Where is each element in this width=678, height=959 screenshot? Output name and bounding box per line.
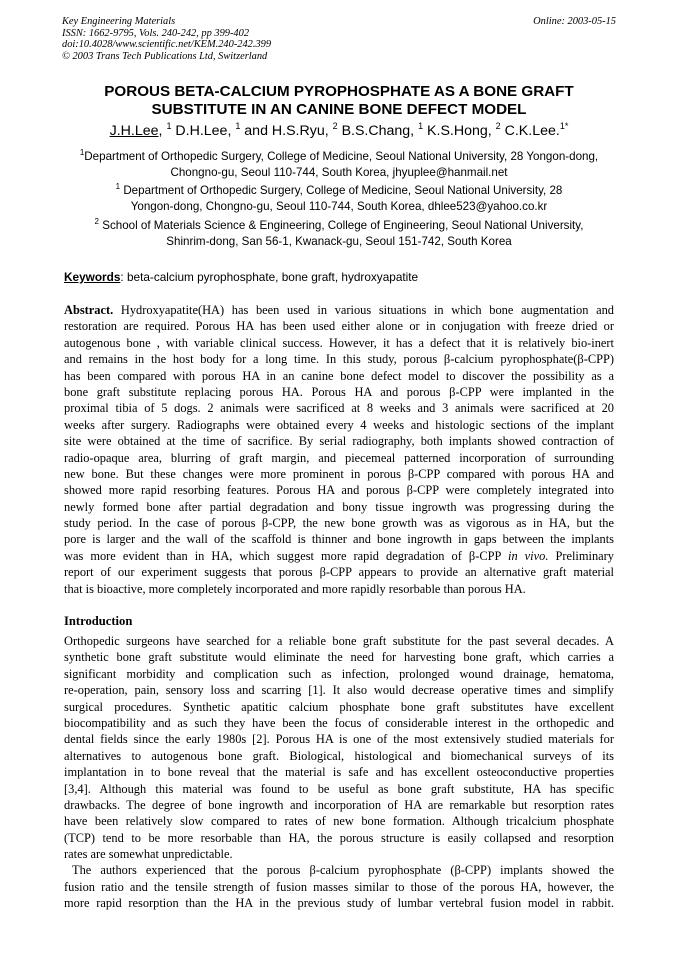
journal-name: Key Engineering Materials xyxy=(62,16,176,27)
author-5-sup: 2 xyxy=(495,121,501,131)
affiliation-line: Yongon-dong, Chongno-gu, Seoul 110-744, South Korea, dhlee523@yahoo.co.kr xyxy=(130,200,548,213)
abstract-line: showed more rapid resorbing features. Porous HA and porous β-CPP were completely integrated into xyxy=(64,483,614,498)
abstract-lead: Abstract. xyxy=(64,303,114,317)
affiliation-line xyxy=(50,183,628,199)
intro-line: have been relatively slow compared to rates of new bone formation. Although tricalcium phosphate xyxy=(64,814,614,829)
affiliation-text: Department of Orthopedic Surgery, College of Medicine, Seoul National University, 28 xyxy=(123,184,563,197)
abstract-line: that is bioactive, more completely incorporated and more rapidly resorbable than porous HA. xyxy=(64,581,526,596)
author-4: B.S.Chang, xyxy=(337,123,419,139)
abstract-line xyxy=(64,548,614,564)
issn-line: ISSN: 1662-9795, Vols. 240-242, pp 399-402 xyxy=(62,27,250,39)
abstract-line: pore is larger and the wall of the scaffold is thinner and bone ingrowth in gaps between the implants xyxy=(64,532,614,547)
abstract-line: newly formed bone after partial degradation and bony tissue ingrowth was progressing during the xyxy=(64,499,614,514)
abstract-line: proximal tibia of 5 dogs. 2 animals were sacrificed at 8 weeks and 3 animals were sacrificed at 20 xyxy=(64,401,614,416)
intro-line: fusion ratio and the tensile strength of fusion masses similar to those of the porous HA, however, the xyxy=(64,879,614,894)
affiliation-text: School of Materials Science & Engineering, College of Engineering, Seoul National University, xyxy=(102,219,584,232)
author-gap: , xyxy=(158,123,167,139)
author-2: D.H.Lee, xyxy=(171,123,236,139)
intro-line: more rapid resorption than the HA in the previous study of lumbar vertebral fusion model in rabbit. xyxy=(64,896,614,911)
affiliation-line: Shinrim-dong, San 56-1, Kwanack-gu, Seoul 151-742, South Korea xyxy=(166,235,512,248)
abstract-line: new bone. But these changes were more prominent in porous β-CPP compared with porous HA and xyxy=(64,466,614,481)
abstract-line: has been compared with porous HA in an canine bone defect model to discover the possibility as a xyxy=(64,368,614,383)
author-1: J.H.Lee xyxy=(109,123,159,139)
introduction-body xyxy=(64,633,614,912)
intro-line: re-operation, pain, sensory loss and scarring [1]. It also would decrease operative times and simplify xyxy=(64,683,614,698)
keywords-text: beta-calcium pyrophosphate, bone graft, hydroxyapatite xyxy=(123,270,419,284)
intro-line: The authors experienced that the porous β-calcium pyrophosphate (β-CPP) implants showed the xyxy=(72,863,614,878)
intro-line: rates are somewhat unpredictable. xyxy=(64,847,233,862)
affiliation-line xyxy=(50,218,628,234)
author-2-sup: 1 xyxy=(235,121,241,131)
abstract-line: restoration are required. Porous HA has been used either alone or in conjugation with freeze dried or xyxy=(64,319,614,334)
copyright-line: © 2003 Trans Tech Publications Ltd, Switzerland xyxy=(62,50,268,62)
affiliation-sup: 1 xyxy=(115,182,121,191)
author-1-sup: 1 xyxy=(166,121,172,131)
author-6: C.K.Lee. xyxy=(500,123,560,139)
abstract-line: radio-opaque area, blurring of graft margin, and piecemeal patterned incorporation of surrounding xyxy=(64,450,614,465)
title-line-1: POROUS BETA-CALCIUM PYROPHOSPHATE AS A BONE GRAFT xyxy=(104,83,574,100)
intro-line: drawbacks. The degree of bone ingrowth and incorporation of HA are remarkable but resorption rates xyxy=(64,797,614,812)
abstract xyxy=(64,302,614,597)
title-line-2: SUBSTITUTE IN AN CANINE BONE DEFECT MODEL xyxy=(151,101,527,118)
intro-line: biocompatibility and as such they have been the focus of considerable interest in the orthopedic and xyxy=(64,715,614,730)
abstract-line: site were obtained at the time of sacrifice. By serial radiography, both implants showed contraction of xyxy=(64,434,614,449)
affiliation-1 xyxy=(50,149,628,181)
author-list xyxy=(40,122,638,140)
affiliation-sup: 2 xyxy=(94,217,99,226)
author-5: K.S.Hong, xyxy=(423,123,496,139)
intro-line: alternatives to autogenous bone graft. Biological, histological and biomechanical surveys of its xyxy=(64,748,614,763)
online-date: Online: 2003-05-15 xyxy=(533,16,616,27)
affiliation-sup: 1 xyxy=(79,148,85,157)
affiliation-line: Chongno-gu, Seoul 110-744, South Korea, jhyuplee@hanmail.net xyxy=(170,166,508,179)
abstract-line-text: Preliminary xyxy=(548,548,614,563)
abstract-line-text: Hydroxyapatite(HA) has been used in various situations in which bone augmentation and xyxy=(113,303,614,317)
keywords-line xyxy=(64,269,418,285)
author-3: and H.S.Ryu, xyxy=(240,123,333,139)
intro-line: surgical procedures. Synthetic apatitic calcium phosphate bone graft substitutes have excellent xyxy=(64,699,614,714)
affiliation-2 xyxy=(50,183,628,215)
intro-line: synthetic bone graft substitute would eliminate the need for harvesting bone graft, which carries a xyxy=(64,650,614,665)
abstract-line: and remains in the host body for a long time. In this study, porous β-calcium pyrophosphate(β-CPP) xyxy=(64,352,614,367)
abstract-line: bone graft substitute replacing porous HA. Porous HA and porous β-CPP were implanted in the xyxy=(64,384,614,399)
intro-line: significant morbidity and complication such as infection, prolonged wound drainage, hematoma, xyxy=(64,666,614,681)
intro-line: (TCP) tend to be more resorbable than HA, the porous structure is easily collapsed and resorption xyxy=(64,830,614,845)
author-4-sup: 1 xyxy=(418,121,424,131)
abstract-line xyxy=(64,302,614,318)
journal-header xyxy=(62,16,616,62)
intro-line: Orthopedic surgeons have searched for a reliable bone graft substitute for the past several decades. A xyxy=(64,634,614,648)
doi-line: doi:10.4028/www.scientific.net/KEM.240-242.399 xyxy=(62,39,272,50)
keywords-label: Keywords xyxy=(64,270,121,284)
abstract-line: weeks after surgery. Radiographs were obtained every 4 weeks and histologic sections of the implant xyxy=(64,417,614,432)
abstract-line: study period. In the case of porous β-CPP, the new bone growth was as vigorous as in HA, but the xyxy=(64,516,614,531)
affiliation-text: Department of Orthopedic Surgery, College of Medicine, Seoul National University, 28 Yongon-dong, xyxy=(84,150,599,163)
affiliation-line xyxy=(50,149,628,165)
intro-line: implantation in to bone reveal that the material is safe and has excellent osteoconductive properties xyxy=(64,765,614,780)
abstract-italic: in vivo. xyxy=(508,548,549,563)
abstract-line: autogenous bone , with variable clinical success. However, it has a defect that it is relatively bio-inert xyxy=(64,335,614,350)
abstract-line-text: was more evident than in HA, which suggest more rapid degradation of β-CPP xyxy=(64,548,508,563)
paper-title xyxy=(40,83,638,119)
section-heading-introduction: Introduction xyxy=(64,614,133,628)
author-3-sup: 2 xyxy=(332,121,338,131)
author-6-sup: 1* xyxy=(559,121,569,131)
affiliation-3 xyxy=(50,218,628,250)
keywords-colon: : xyxy=(120,270,124,284)
abstract-line: report of our experiment suggests that porous β-CPP appears to provide an alternative graft material xyxy=(64,565,614,580)
intro-line: [3,4]. Although this material was found to be useful as bone graft substitute, HA has specific xyxy=(64,781,614,796)
intro-line: dental fields since the early 1980s [2]. Porous HA is one of the most extensively studied materials for xyxy=(64,732,614,747)
